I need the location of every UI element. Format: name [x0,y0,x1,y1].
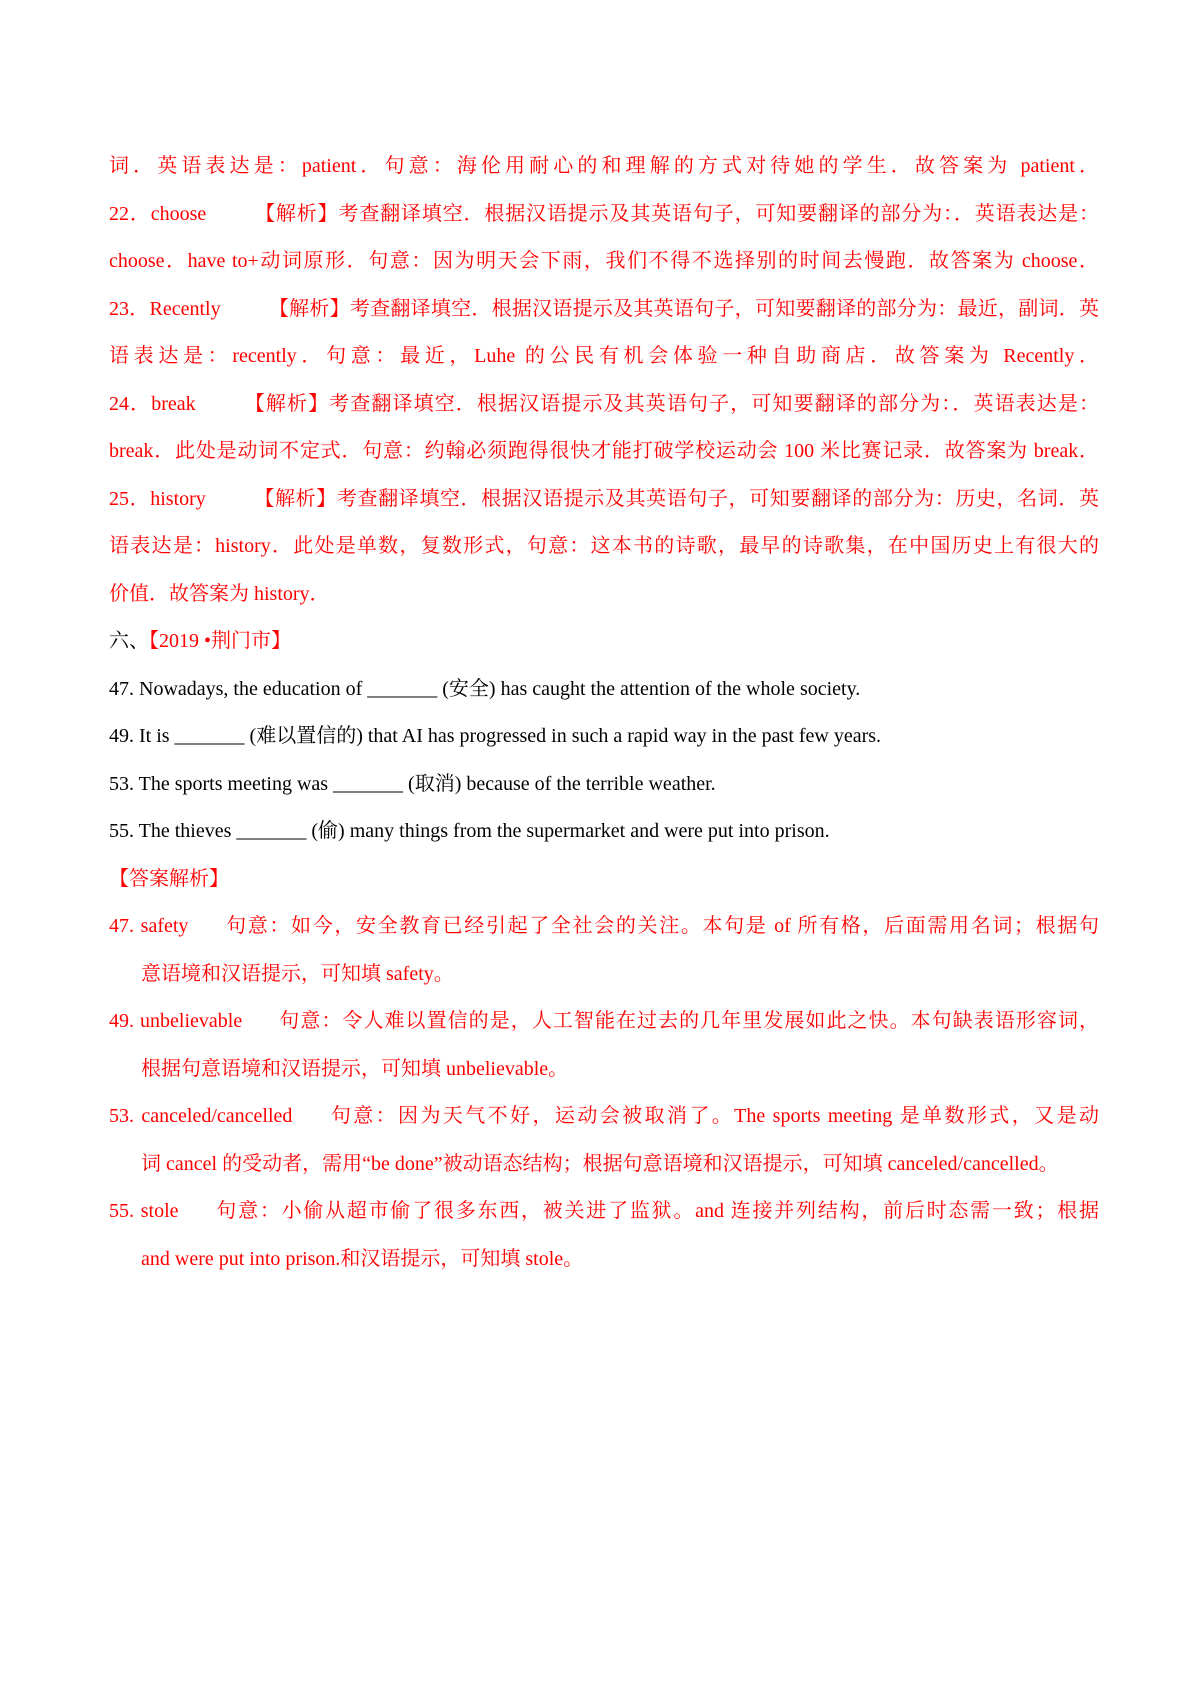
answer-text: 语表达是：history．此处是单数，复数形式，句意：这本书的诗歌，最早的诗歌集，在中国历史上有很大的 [109,535,1099,557]
answer-text: 价值．故答案为 history． [109,582,330,605]
answer-25-continuation [109,523,1099,571]
question-55 [109,808,1099,856]
section-prefix: 六、 [109,630,149,652]
answer-text: 意语境和汉语提示，可知填 safety。 [141,962,454,985]
answer-22-continuation [109,238,1099,286]
answer-text: 语表达是：recently．句意：最近，Luhe 的公民有机会体验一种自助商店．故答案为 Recently． [109,345,1099,367]
answer-25-continuation-2 [109,571,1099,619]
answer-24 [109,381,1099,429]
page-content [109,143,1099,1283]
question-47 [109,666,1099,714]
section-6-heading [109,618,1099,666]
answer-head: 49. unbelievable [109,1010,243,1032]
question-text: 47. Nowadays, the education of _______ (安全) has caught the attention of the whole society. [109,677,861,700]
answer-text: choose．have to+动词原形．句意：因为明天会下雨，我们不得不选择别的时间去慢跑．故答案为 choose． [109,250,1099,272]
answer-heading [109,856,1099,904]
answer-number-word: 22．choose [109,202,207,225]
answer-number-word: 24．break [109,392,196,415]
section-title: 【2019 •荆门市】 [149,630,292,652]
answer-49 [109,998,1099,1046]
answer-head: 53. canceled/cancelled [109,1105,293,1127]
answer-23 [109,286,1099,334]
answer-explanation: 【解析】考查翻译填空．根据汉语提示及其英语句子，可知要翻译的部分为：最近，副词．英 [268,297,1099,320]
answer-text: break．此处是动词不定式．句意：约翰必须跑得很快才能打破学校运动会 100 米比赛记录．故答案为 break． [109,440,1099,462]
answer-23-continuation [109,333,1099,381]
answer-explanation: 句意：如今，安全教育已经引起了全社会的关注。本句是 of 所有格，后面需用名词；根据句 [224,915,1099,937]
answer-53-continuation [109,1141,1099,1189]
answer-53 [109,1093,1099,1141]
answer-47 [109,903,1099,951]
question-text: 55. The thieves _______ (偷) many things from the supermarket and were put into prison. [109,820,830,842]
answer-number-word: 23．Recently [109,297,221,320]
answer-head: 55. stole [109,1200,179,1222]
answer-explanation: 句意：因为天气不好，运动会被取消了。The sports meeting 是单数形式，又是动 [328,1105,1099,1127]
answer-explanation: 【解析】考查翻译填空．根据汉语提示及其英语句子，可知要翻译的部分为：．英语表达是： [243,392,1099,415]
answer-55 [109,1188,1099,1236]
answer-text: and were put into prison.和汉语提示，可知填 stole。 [141,1247,584,1270]
answer-text: 词．英语表达是：patient．句意：海伦用耐心的和理解的方式对待她的学生．故答案为 patient． [109,155,1099,177]
question-49 [109,713,1099,761]
answer-47-continuation [109,951,1099,999]
question-text: 49. It is _______ (难以置信的) that AI has progressed in such a rapid way in the past few years. [109,725,882,747]
answer-explanation: 【解析】考查翻译填空．根据汉语提示及其英语句子，可知要翻译的部分为：．英语表达是： [254,202,1099,225]
answer-head: 47. safety [109,915,189,937]
answer-explanation: 句意：小偷从超市偷了很多东西，被关进了监狱。and 连接并列结构，前后时态需一致；根据 [214,1200,1099,1222]
answer-22 [109,191,1099,239]
question-53 [109,761,1099,809]
answer-24-continuation [109,428,1099,476]
answer-explanation: 【解析】考查翻译填空．根据汉语提示及其英语句子，可知要翻译的部分为：历史，名词．英 [253,487,1099,510]
answer-heading-text: 【答案解析】 [109,867,229,890]
answer-text: 词 cancel 的受动者，需用“be done”被动语态结构；根据句意语境和汉语提示，可知填 canceled/cancelled。 [141,1152,1059,1175]
answer-number-word: 25．history [109,487,206,510]
answer-55-continuation [109,1236,1099,1284]
answer-21-continuation [109,143,1099,191]
answer-49-continuation [109,1046,1099,1094]
answer-explanation: 句意：令人难以置信的是，人工智能在过去的几年里发展如此之快。本句缺表语形容词， [278,1010,1099,1032]
answer-25 [109,476,1099,524]
question-text: 53. The sports meeting was _______ (取消) because of the terrible weather. [109,772,716,795]
answer-text: 根据句意语境和汉语提示，可知填 unbelievable。 [141,1057,569,1080]
